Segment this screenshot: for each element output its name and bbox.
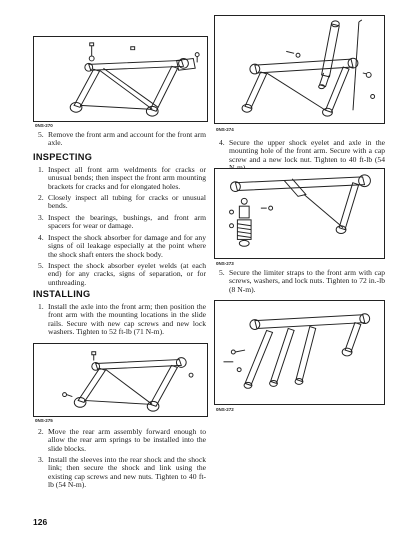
- step-number: 5.: [38, 261, 44, 270]
- section-heading-inspecting: INSPECTING: [33, 152, 93, 162]
- step-text: Secure the upper shock eyelet and axle in the mounting hole of the front arm. Secure with a cap screw and a new lock nut. Tighten to 40 ft-lb (54: [229, 138, 385, 164]
- step-5-limiter-straps: [219, 269, 385, 294]
- step-number: 4.: [219, 138, 225, 147]
- step-number: 4.: [38, 233, 44, 242]
- step-text: Move the rear arm assembly forward enough to allow the rear arm springs to be installed into the slide blocks.: [48, 427, 206, 453]
- figure-front-arm-install: [33, 343, 208, 417]
- limiter-straps-illustration: [215, 301, 384, 404]
- inspect-step-5: [38, 262, 206, 287]
- inspect-step-1: [38, 166, 206, 191]
- step-text: Secure the limiter straps to the front arm with cap screws, washers, and lock nuts. Tighten to 72 in.-lb (8 N-m).: [229, 268, 385, 294]
- figure-code-0ns-275: 0NS-275: [35, 418, 53, 423]
- page-number: 126: [33, 517, 48, 527]
- step-number: 1.: [38, 302, 44, 311]
- step-text: Install the axle into the front arm; then position the front arm with the mounting locations in the slide rails. Secure with new cap screws and new lock washers. Tighten to 52 ft-lb (71 N-m).: [48, 302, 206, 337]
- step-number: 5.: [38, 130, 44, 139]
- figure-front-arm-removal: [33, 36, 208, 122]
- figure-upper-shock-install: [214, 15, 385, 124]
- figure-code-0ns-272: 0NS-272: [216, 407, 234, 412]
- step-text: Remove the front arm and account for the front arm axle.: [48, 130, 206, 148]
- step-text: Inspect the bearings, bushings, and front arm spacers for wear or damage.: [48, 213, 206, 231]
- figure-shock-assembly: [214, 168, 385, 259]
- shock-assembly-illustration: [215, 169, 384, 258]
- step-number: 5.: [219, 268, 225, 277]
- front-arm-install-illustration: [34, 344, 207, 416]
- step-text: Inspect the shock absorber for damage and for any signs of oil leakage especially at the point where the shock shaft enters the shock body.: [48, 233, 206, 259]
- step-number: 2.: [38, 193, 44, 202]
- figure-code-0ns-274: 0NS-274: [216, 127, 234, 132]
- figure-code-0ns-273: 0NS-273: [216, 261, 234, 266]
- step-text: Inspect all front arm weldments for cracks or unusual bends; then inspect the front arm mounting brackets for cracks and for elongated holes.: [48, 165, 206, 191]
- inspect-step-2: [38, 194, 206, 211]
- upper-shock-illustration: [215, 16, 384, 123]
- install-step-2: [38, 428, 206, 453]
- inspect-step-3: [38, 214, 206, 231]
- inspect-step-4: [38, 234, 206, 259]
- figure-code-0ns-270: 0NS-270: [35, 123, 53, 128]
- section-heading-installing: INSTALLING: [33, 289, 91, 299]
- step-number: 3.: [38, 455, 44, 464]
- figure-limiter-straps: [214, 300, 385, 405]
- step-number: 2.: [38, 427, 44, 436]
- step-5-remove-front-arm: [38, 131, 206, 148]
- step-text: Inspect the shock absorber eyelet welds (at each end) for any cracks, signs of separation, or for unthreading.: [48, 261, 206, 287]
- step-text: Closely inspect all tubing for cracks or unusual bends.: [48, 193, 206, 211]
- install-step-1: [38, 303, 206, 337]
- front-arm-removal-illustration: [34, 37, 207, 121]
- step-text: Install the sleeves into the rear shock and the shock link; then secure the shock and link using the existing cap screws and new nuts. Tighten to 40 ft-lb (54 N-m).: [48, 455, 206, 490]
- step-number: 1.: [38, 165, 44, 174]
- step-number: 3.: [38, 213, 44, 222]
- install-step-3: [38, 456, 206, 490]
